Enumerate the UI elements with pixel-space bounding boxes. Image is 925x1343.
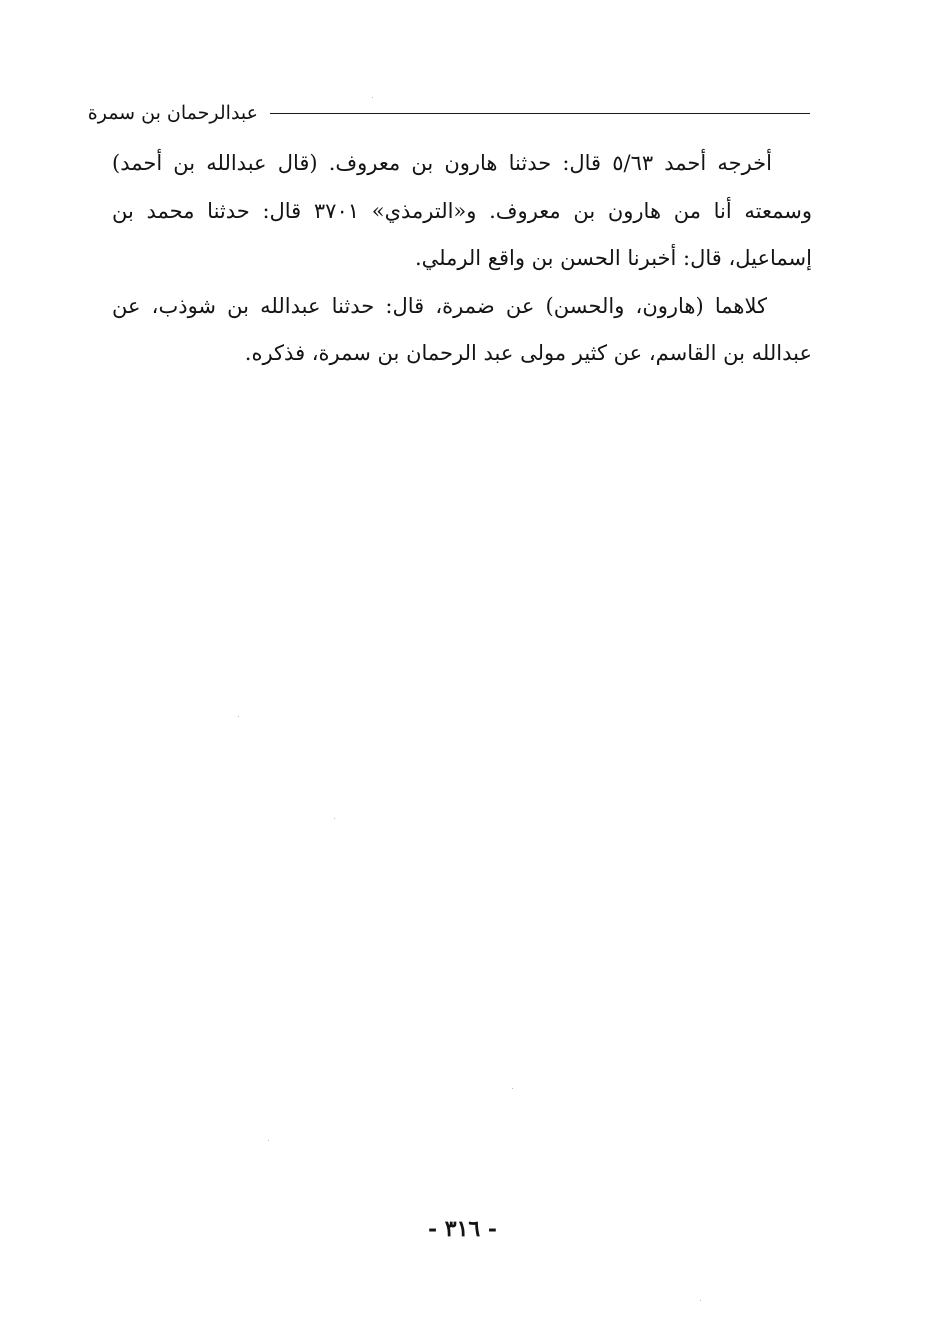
scan-speck xyxy=(700,1300,701,1301)
scan-speck xyxy=(372,97,373,98)
scan-speck xyxy=(238,716,239,717)
scan-speck xyxy=(268,1140,269,1141)
paragraph-2: كلاهما (هارون، والحسن) عن ضمرة، قال: حدثنا عبدالله بن شوذب، عن عبدالله بن القاسم، عن كثير مولى عبد الرحمان بن سمرة، فذكره. xyxy=(112,293,812,365)
running-title: عبدالرحمان بن سمرة xyxy=(87,102,258,124)
scan-speck xyxy=(334,818,335,819)
body-text xyxy=(112,140,812,378)
page-number: - ٣١٦ - xyxy=(427,1216,498,1242)
running-header xyxy=(87,100,810,130)
scan-speck xyxy=(512,1088,513,1089)
header-rule xyxy=(270,113,810,114)
paragraph-1: أخرجه أحمد ٥/٦٣ قال: حدثنا هارون بن معروف. (قال عبدالله بن أحمد) وسمعته أنا من هارون بن معروف. و«الترمذي» ٣٧٠١ قال: حدثنا محمد بن إسماعيل، قال: أخبرنا الحسن بن واقع الرملي. xyxy=(112,151,813,270)
